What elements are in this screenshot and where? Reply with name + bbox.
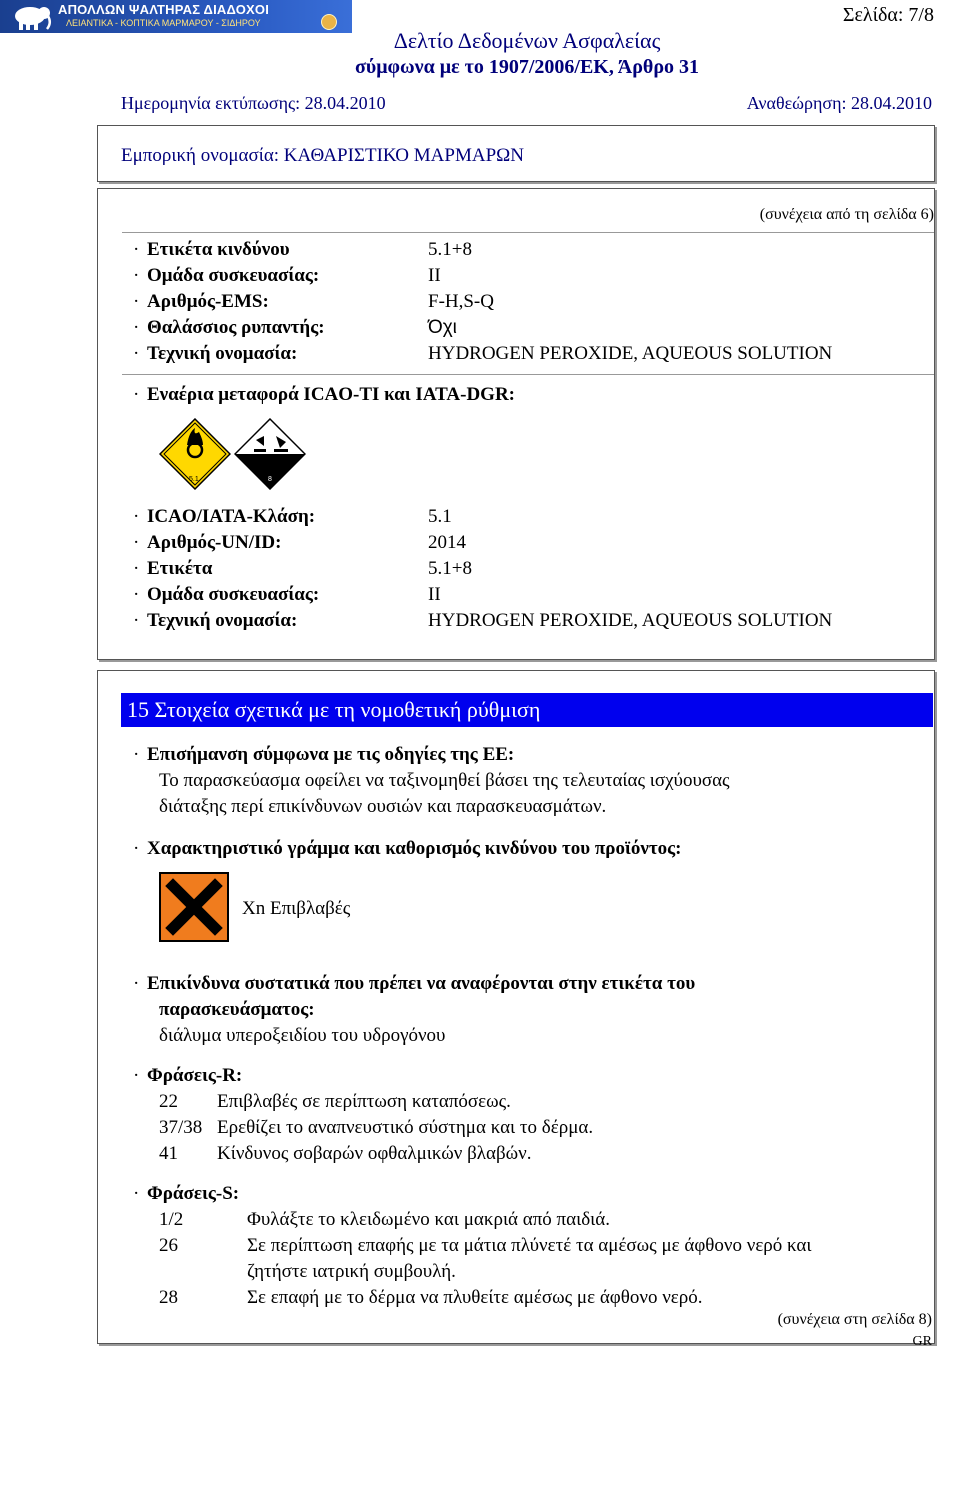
hazard-symbol-text: Xn Επιβλαβές xyxy=(242,898,351,919)
air-row-value: 5.1 xyxy=(428,506,452,527)
air-row-label: · Αριθμός-UN/ID: xyxy=(133,532,282,553)
sea-row-value: HYDROGEN PEROXIDE, AQUEOUS SOLUTION xyxy=(428,343,833,364)
air-row-label: · Ετικέτα xyxy=(133,558,213,579)
s-phrase-text: Φυλάξτε το κλειδωμένο και μακριά από παιδιά. xyxy=(247,1209,610,1230)
s-phrase-code: 1/2 xyxy=(159,1209,184,1230)
sea-row-label: · Ετικέτα κινδύνου xyxy=(133,239,290,260)
elephant-icon xyxy=(6,3,52,31)
logo-title: ΑΠΟΛΛΩΝ ΨΑΛΤΗΡΑΣ ΔΙΑΔΟΧΟΙ xyxy=(58,2,270,17)
air-row-label: · Ομάδα συσκευασίας: xyxy=(133,584,320,605)
s-phrase-code: 26 xyxy=(159,1235,178,1256)
svg-text:5.1: 5.1 xyxy=(189,476,199,483)
sea-row-value: 5.1+8 xyxy=(428,239,472,260)
air-row-label: · ICAO/IATA-Κλάση: xyxy=(133,506,316,527)
components-label: · Επικίνδυνα συστατικά που πρέπει να αναφέρονται στην ετικέτα του xyxy=(133,973,696,994)
sea-row-label: · Ομάδα συσκευασίας: xyxy=(133,265,320,286)
language-code: GR xyxy=(912,1334,932,1349)
logo-subtitle: ΛΕΙΑΝΤΙΚΑ - ΚΟΠΤΙΚΑ ΜΑΡΜΑΡΟΥ - ΣΙΔΗΡΟΥ xyxy=(66,18,261,28)
eu-text-line: Το παρασκεύασμα οφείλει να ταξινομηθεί βάσει της τελευταίας ισχύουσας xyxy=(159,770,730,791)
r-phrases-label: · Φράσεις-R: xyxy=(133,1065,243,1086)
air-row-value: 5.1+8 xyxy=(428,558,472,579)
hazard-label: · Χαρακτηριστικό γράμμα και καθορισμός κινδύνου του προϊόντος: xyxy=(133,838,682,859)
r-phrase-text: Κίνδυνος σοβαρών οφθαλμικών βλαβών. xyxy=(217,1143,532,1164)
corrosive-8-icon xyxy=(234,418,306,490)
s-phrase-text: Σε περίπτωση επαφής με τα μάτια πλύνετέ τα αμέσως με άφθονο νερό και xyxy=(247,1235,812,1256)
s-phrase-text: Σε επαφή με το δέρμα να πλυθείτε αμέσως με άφθονο νερό. xyxy=(247,1287,703,1308)
harmful-x-icon xyxy=(159,872,229,942)
eu-label: · Επισήμανση σύμφωνα με τις οδηγίες της ΕΕ: xyxy=(133,744,515,765)
r-phrase-code: 37/38 xyxy=(159,1117,203,1138)
oxidizer-5-1-icon xyxy=(159,418,231,490)
page-number: Σελίδα: 7/8 xyxy=(842,4,934,26)
trade-name: Εμπορική ονομασία: ΚΑΘΑΡΙΣΤΙΚΟ ΜΑΡΜΑΡΩΝ xyxy=(121,145,524,166)
s-phrase-text-cont: ζητήστε ιατρική συμβουλή. xyxy=(247,1261,456,1282)
s-phrases-label: · Φράσεις-S: xyxy=(133,1183,240,1204)
air-heading: · Εναέρια μεταφορά ICAO-TI και IATA-DGR: xyxy=(133,384,515,405)
components-label-cont: παρασκευάσματος: xyxy=(159,999,315,1020)
s-phrase-code: 28 xyxy=(159,1287,178,1308)
air-row-value: HYDROGEN PEROXIDE, AQUEOUS SOLUTION xyxy=(428,610,833,631)
r-phrase-code: 22 xyxy=(159,1091,178,1112)
sea-row-value: Όχι xyxy=(428,317,457,338)
document-title: Δελτίο Δεδομένων Ασφαλείας xyxy=(393,28,661,53)
sea-row-label: · Αριθμός-EMS: xyxy=(133,291,269,312)
svg-text:8: 8 xyxy=(268,476,272,483)
air-row-label: · Τεχνική ονομασία: xyxy=(133,610,298,631)
document-subtitle: σύμφωνα με το 1907/2006/ΕΚ, Άρθρο 31 xyxy=(354,56,700,78)
sea-row-value: II xyxy=(428,265,441,286)
section-15-title: 15 Στοιχεία σχετικά με τη νομοθετική ρύθμιση xyxy=(121,693,933,727)
continued-to: (συνέχεια στη σελίδα 8) xyxy=(777,1311,932,1328)
air-row-value: II xyxy=(428,584,441,605)
trade-name-box xyxy=(97,125,935,182)
components-value: διάλυμα υπεροξειδίου του υδρογόνου xyxy=(159,1025,446,1046)
sea-row-label: · Τεχνική ονομασία: xyxy=(133,343,298,364)
air-row-value: 2014 xyxy=(428,532,466,553)
sea-row-value: F-H,S-Q xyxy=(428,291,494,312)
eu-text-line: διάταξης περί επικίνδυνων ουσιών και παρασκευασμάτων. xyxy=(159,796,607,817)
divider xyxy=(122,232,934,233)
sea-row-label: · Θαλάσσιος ρυπαντής: xyxy=(133,317,325,338)
print-date: Ημερομηνία εκτύπωσης: 28.04.2010 xyxy=(121,93,386,113)
revision-date: Αναθεώρηση: 28.04.2010 xyxy=(746,93,932,113)
r-phrase-code: 41 xyxy=(159,1143,178,1164)
divider xyxy=(122,374,934,375)
r-phrase-text: Ερεθίζει το αναπνευστικό σύστημα και το δέρμα. xyxy=(217,1117,594,1138)
continued-from: (συνέχεια από τη σελίδα 6) xyxy=(759,206,934,223)
r-phrase-text: Επιβλαβές σε περίπτωση καταπόσεως. xyxy=(217,1091,511,1112)
